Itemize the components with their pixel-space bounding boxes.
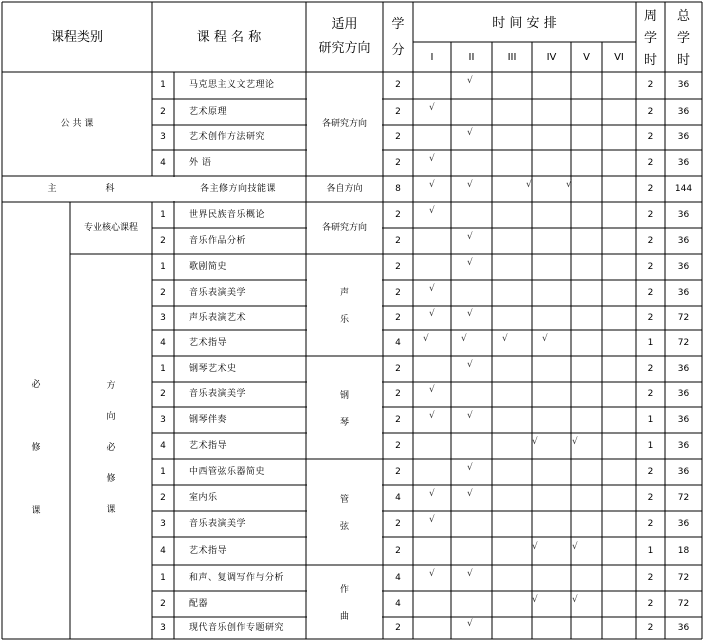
row-weekly-hours: 2 — [647, 389, 654, 399]
term-check-1: √ — [423, 333, 429, 344]
row-weekly-hours: 2 — [647, 106, 654, 117]
row-total-hours: 36 — [677, 440, 690, 451]
row-weekly-hours: 2 — [647, 466, 654, 477]
course-name: 艺术指导 — [189, 440, 228, 451]
row-weekly-hours: 2 — [647, 312, 654, 323]
direction-vocal-char: 乐 — [339, 315, 349, 325]
row-number: 2 — [160, 492, 166, 503]
row-weekly-hours: 2 — [647, 183, 654, 194]
row-credit: 2 — [395, 466, 401, 477]
row-total-hours: 72 — [677, 312, 690, 323]
term-check-1: √ — [429, 514, 435, 525]
row-weekly-hours: 1 — [647, 414, 654, 425]
term-check-1: √ — [429, 179, 435, 190]
group-core-courses: 专业核心课程 — [83, 222, 138, 233]
row-number: 2 — [160, 106, 166, 117]
course-name: 歌剧简史 — [189, 261, 228, 272]
header-term-1: I — [430, 52, 434, 63]
term-check-2: √ — [467, 568, 473, 579]
group-main-label-b: 科 — [105, 183, 115, 194]
term-check-2: √ — [467, 128, 473, 138]
course-name: 世界民族音乐概论 — [189, 209, 266, 220]
row-total-hours: 36 — [677, 261, 690, 272]
row-credit: 2 — [395, 414, 401, 425]
header-total-line2: 学 — [676, 30, 690, 46]
direction-strings-char: 弦 — [339, 522, 349, 532]
row-number: 3 — [160, 518, 166, 529]
row-weekly-hours: 2 — [647, 80, 654, 90]
row-number: 2 — [160, 389, 166, 399]
term-check-4: √ — [572, 436, 578, 447]
row-total-hours: 36 — [677, 389, 690, 399]
row-total-hours: 36 — [677, 287, 690, 298]
row-total-hours: 36 — [677, 518, 690, 529]
header-direction-line2: 研究方向 — [318, 40, 371, 56]
row-number: 2 — [160, 287, 166, 298]
course-name: 钢琴伴奏 — [189, 414, 228, 425]
row-total-hours: 18 — [677, 545, 690, 556]
course-name: 外 语 — [189, 157, 212, 168]
row-credit: 4 — [395, 337, 401, 348]
row-credit: 4 — [395, 598, 401, 609]
row-weekly-hours: 2 — [647, 572, 654, 583]
row-number: 4 — [160, 337, 166, 348]
row-weekly-hours: 2 — [647, 492, 654, 503]
course-name: 音乐作品分析 — [189, 235, 247, 246]
course-name: 中西管弦乐器简史 — [189, 466, 266, 477]
term-check-2: √ — [467, 359, 473, 370]
row-total-hours: 36 — [677, 622, 690, 633]
term-check-4: √ — [566, 179, 572, 190]
direction-all-2: 各研究方向 — [321, 222, 367, 233]
term-check-1: √ — [429, 410, 435, 421]
course-name: 马克思主义文艺理论 — [189, 80, 275, 90]
header-weekly-line2: 学 — [643, 30, 657, 46]
row-credit: 2 — [395, 209, 401, 220]
direction-vocal-char: 声 — [339, 288, 349, 298]
row-number: 3 — [160, 622, 166, 633]
term-check-3: √ — [526, 179, 532, 190]
row-credit: 2 — [395, 80, 401, 90]
row-total-hours: 36 — [677, 157, 690, 168]
term-check-2: √ — [467, 462, 473, 473]
course-name: 音乐表演美学 — [189, 389, 247, 399]
row-number: 1 — [160, 572, 166, 583]
course-name: 艺术原理 — [189, 106, 228, 117]
header-credit-line2: 分 — [391, 42, 405, 58]
row-credit: 2 — [395, 363, 401, 374]
term-check-1: √ — [429, 488, 435, 499]
term-check-3: √ — [532, 541, 538, 552]
term-check-1: √ — [429, 385, 435, 395]
term-check-3: √ — [502, 333, 508, 344]
term-check-3: √ — [532, 436, 538, 447]
header-term-3: III — [507, 52, 517, 63]
row-number: 2 — [160, 598, 166, 609]
group-direction-required-char: 方 — [106, 381, 116, 391]
row-number: 4 — [160, 440, 166, 451]
group-compulsory — [2, 254, 70, 639]
row-credit: 4 — [395, 492, 401, 503]
group-direction-required-char: 必 — [106, 443, 116, 453]
group-compulsory-char: 必 — [31, 380, 41, 390]
row-total-hours: 36 — [677, 235, 690, 246]
course-name: 声乐表演艺术 — [189, 312, 247, 323]
group-public-courses: 公 共 课 — [60, 118, 94, 129]
term-check-2: √ — [467, 231, 473, 242]
row-number: 1 — [160, 261, 166, 272]
direction-composition-char: 曲 — [339, 612, 349, 622]
row-total-hours: 144 — [674, 183, 693, 194]
row-weekly-hours: 1 — [647, 337, 654, 348]
row-weekly-hours: 1 — [647, 440, 654, 451]
row-weekly-hours: 2 — [647, 287, 654, 298]
row-credit: 2 — [395, 389, 401, 399]
row-total-hours: 36 — [677, 80, 690, 90]
row-number: 1 — [160, 209, 166, 220]
term-check-2: √ — [467, 308, 473, 319]
course-name: 音乐表演美学 — [189, 287, 247, 298]
course-name: 配器 — [189, 598, 209, 609]
row-number: 4 — [160, 545, 166, 556]
row-total-hours: 72 — [677, 598, 690, 609]
term-check-4: √ — [572, 594, 578, 605]
direction-piano-char: 钢 — [339, 390, 349, 401]
group-direction-required-char: 向 — [106, 412, 116, 422]
row-credit: 2 — [395, 622, 401, 633]
course-name: 和声、复调写作与分析 — [189, 572, 285, 583]
header-term-2: II — [468, 52, 475, 63]
term-check-2: √ — [467, 179, 473, 190]
row-weekly-hours: 2 — [647, 363, 654, 374]
row-credit: 2 — [395, 518, 401, 529]
term-check-1: √ — [429, 205, 435, 216]
row-number: 1 — [160, 466, 166, 477]
direction-strings-char: 管 — [339, 495, 349, 505]
row-weekly-hours: 2 — [647, 132, 654, 142]
group-compulsory-char: 课 — [31, 506, 41, 516]
group-compulsory-char: 修 — [31, 443, 41, 453]
row-number: 3 — [160, 414, 166, 425]
term-check-1: √ — [429, 568, 435, 579]
row-credit: 2 — [395, 545, 401, 556]
direction-piano — [306, 356, 383, 459]
row-credit: 4 — [395, 572, 401, 583]
course-name: 现代音乐创作专题研究 — [189, 622, 285, 633]
row-credit: 2 — [395, 235, 401, 246]
row-weekly-hours: 1 — [647, 545, 654, 556]
header-term-5: V — [583, 52, 590, 63]
row-weekly-hours: 2 — [647, 622, 654, 633]
term-check-1: √ — [429, 153, 435, 164]
term-check-2: √ — [467, 410, 473, 421]
row-weekly-hours: 2 — [647, 518, 654, 529]
direction-all-1: 各研究方向 — [321, 118, 367, 129]
row-credit: 2 — [395, 132, 401, 142]
term-check-2: √ — [467, 488, 473, 499]
row-credit: 2 — [395, 440, 401, 451]
header-total-line3: 时 — [676, 52, 690, 68]
row-weekly-hours: 2 — [647, 209, 654, 220]
row-credit: 2 — [395, 157, 401, 168]
header-schedule: 时 间 安 排 — [492, 15, 557, 31]
course-name: 音乐表演美学 — [189, 518, 247, 529]
row-credit: 2 — [395, 261, 401, 272]
header-total-line1: 总 — [676, 8, 690, 24]
header-category: 课程类别 — [50, 29, 103, 45]
header-weekly-line3: 时 — [643, 52, 657, 68]
row-weekly-hours: 2 — [647, 235, 654, 246]
group-main-label-a: 主 — [47, 183, 57, 194]
term-check-4: √ — [542, 333, 548, 344]
group-direction-required-char: 修 — [106, 474, 116, 484]
direction-own: 各自方向 — [326, 183, 363, 194]
direction-vocal — [306, 254, 383, 356]
row-credit: 8 — [395, 183, 401, 194]
row-total-hours: 72 — [677, 492, 690, 503]
row-total-hours: 36 — [677, 106, 690, 117]
term-check-1: √ — [429, 283, 435, 294]
row-number: 3 — [160, 312, 166, 323]
row-weekly-hours: 2 — [647, 261, 654, 272]
term-check-3: √ — [532, 594, 538, 605]
row-credit: 2 — [395, 312, 401, 323]
course-name: 艺术指导 — [189, 545, 228, 556]
row-credit: 2 — [395, 287, 401, 298]
term-check-2: √ — [467, 76, 473, 86]
header-weekly-line1: 周 — [643, 8, 657, 24]
row-number: 2 — [160, 235, 166, 246]
term-check-1: √ — [429, 102, 435, 113]
direction-piano-char: 琴 — [339, 417, 349, 428]
direction-composition-char: 作 — [339, 585, 349, 595]
course-name: 艺术创作方法研究 — [189, 132, 266, 142]
row-total-hours: 72 — [677, 572, 690, 583]
row-credit: 2 — [395, 106, 401, 117]
term-check-2: √ — [467, 257, 473, 268]
row-total-hours: 36 — [677, 209, 690, 220]
header-term-6: VI — [614, 52, 624, 63]
course-name: 各主修方向技能课 — [200, 183, 277, 194]
course-name: 室内乐 — [189, 492, 218, 503]
row-number: 4 — [160, 157, 166, 168]
row-total-hours: 72 — [677, 337, 690, 348]
header-credit-line1: 学 — [391, 16, 405, 32]
term-check-4: √ — [572, 541, 578, 552]
course-name: 钢琴艺术史 — [189, 363, 237, 374]
row-total-hours: 36 — [677, 466, 690, 477]
row-total-hours: 36 — [677, 132, 690, 142]
term-check-1: √ — [429, 308, 435, 319]
term-check-2: √ — [467, 618, 473, 629]
row-weekly-hours: 2 — [647, 598, 654, 609]
group-direction-required — [70, 254, 152, 639]
course-name: 艺术指导 — [189, 337, 228, 348]
header-course-name: 课 程 名 称 — [196, 29, 262, 45]
row-number: 1 — [160, 80, 166, 90]
row-total-hours: 36 — [677, 414, 690, 425]
group-direction-required-char: 课 — [106, 505, 116, 515]
direction-composition — [306, 565, 383, 639]
header-term-4: IV — [546, 52, 557, 63]
row-number: 1 — [160, 363, 166, 374]
row-weekly-hours: 2 — [647, 157, 654, 168]
direction-strings — [306, 459, 383, 565]
header-direction-line1: 适用 — [331, 16, 358, 32]
row-number: 3 — [160, 132, 166, 142]
term-check-2: √ — [461, 333, 467, 344]
row-total-hours: 36 — [677, 363, 690, 374]
